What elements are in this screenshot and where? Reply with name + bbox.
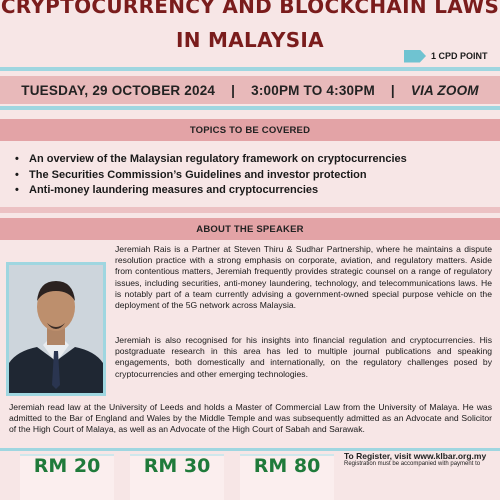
person-icon (9, 265, 103, 393)
topics-list (15, 152, 495, 199)
price-tier-2: RM 30 (130, 454, 224, 500)
divider (0, 207, 500, 213)
list-item: • The Securities Commission’s Guidelines and investor protection (15, 168, 367, 181)
divider (0, 106, 500, 110)
cpd-badge (404, 49, 488, 63)
speaker-bio-paragraph-1: Jeremiah Rais is a Partner at Steven Thiru & Sudhar Partnership, where he maintains a dispute resolution practice with a strong emphasis on corporate, aviation, and regulatory matters. Aside from contentious matters, Jeremiah frequently provides strategic counsel on a range of regulatory issues, including securities, anti-money laundering, technology, and telecommunications laws. He is notably part of a team currently advising a government-owned special purpose vehicle on the deployment of the 5G network across Malaysia. (115, 244, 492, 311)
event-venue: VIA ZOOM (410, 82, 479, 98)
title-line-2: IN MALAYSIA (176, 28, 324, 52)
event-info-bar (0, 76, 500, 104)
cpd-label: 1 CPD POINT (431, 51, 488, 61)
registration-note: Registration must be accompanied with payment to (344, 461, 481, 467)
divider (0, 67, 500, 71)
speaker-bio-paragraph-2: Jeremiah is also recognised for his insights into financial regulation and cryptocurrencies. His postgraduate research in this area has led to multiple journal publications and speaking engagements, both domestically and internationally, on the regulatory challenges posed by cryptocurrencies and other emerging technologies. (115, 335, 492, 379)
tag-icon (404, 50, 426, 63)
speaker-bio-paragraph-3: Jeremiah read law at the University of Leeds and holds a Master of Commercial Law from the University of Malaya. He was admitted to the Bar of England and Wales by the Middle Temple and was subsequently admitted as an Advocate and Solicitor of the High Court of Malaya, as well as an Advocate of the High Court of Sabah and Sarawak. (9, 402, 492, 435)
registration-info (344, 451, 500, 468)
list-item: • An overview of the Malaysian regulatory framework on cryptocurrencies (15, 153, 407, 165)
registration-link[interactable]: To Register, visit www.klbar.org.my (344, 451, 487, 461)
topics-heading: TOPICS TO BE COVERED (0, 119, 500, 141)
speaker-photo (6, 262, 106, 396)
title-line-1: CRYPTOCURRENCY AND BLOCKCHAIN LAWS (0, 0, 500, 18)
event-time: 3:00PM TO 4:30PM (251, 82, 375, 98)
separator: | (231, 82, 236, 98)
price-tier-1: RM 20 (20, 454, 114, 500)
speaker-heading: ABOUT THE SPEAKER (0, 218, 500, 240)
price-tier-3: RM 80 (240, 454, 334, 500)
list-item: • Anti-money laundering measures and cryptocurrencies (15, 184, 319, 196)
separator: | (390, 82, 395, 98)
event-date: TUESDAY, 29 OCTOBER 2024 (21, 82, 216, 98)
